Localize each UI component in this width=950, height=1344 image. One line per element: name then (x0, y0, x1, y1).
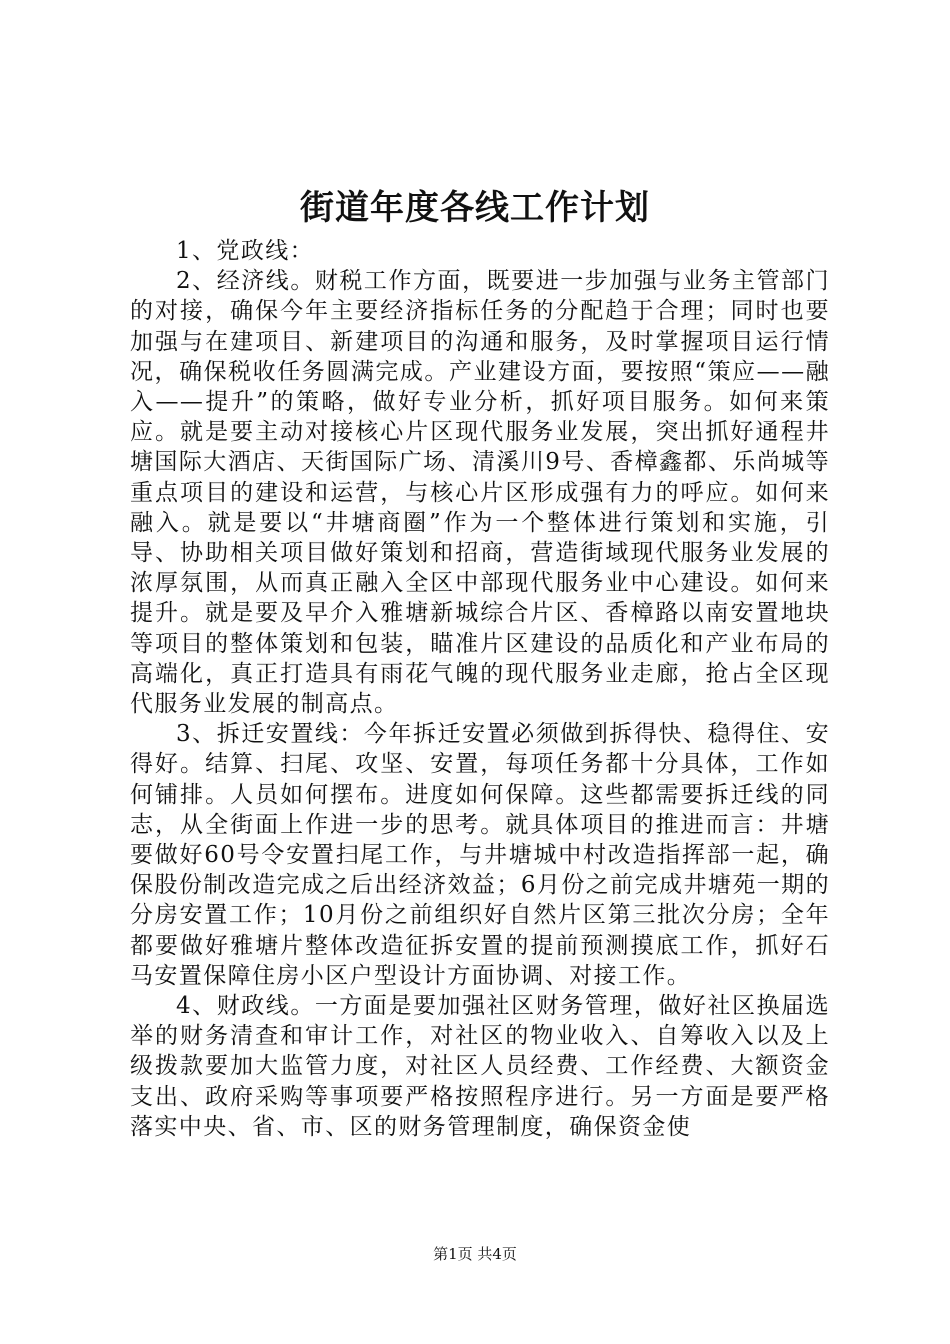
paragraph-economic-line: 2、经济线。财税工作方面，既要进一步加强与业务主管部门的对接，确保今年主要经济指标任务的分配趋于合理；同时也要加强与在建项目、新建项目的沟通和服务，及时掌握项目运行情况，确保税收任务圆满完成。产业建设方面，要按照“策应——融入——提升”的策略，做好专业分析，抓好项目服务。如何来策应。就是要主动对接核心片区现代服务业发展，突出抓好通程井塘国际大酒店、天街国际广场、清溪川9号、香樟鑫都、乐尚城等重点项目的建设和运营，与核心片区形成强有力的呼应。如何来融入。就是要以“井塘商圈”作为一个整体进行策划和实施，引导、协助相关项目做好策划和招商，营造街域现代服务业发展的浓厚氛围，从而真正融入全区中部现代服务业中心建设。如何来提升。就是要及早介入雅塘新城综合片区、香樟路以南安置地块等项目的整体策划和包装，瞄准片区建设的品质化和产业布局的高端化，真正打造具有雨花气魄的现代服务业走廊，抢占全区现代服务业发展的制高点。 (130, 268, 830, 718)
paragraph-finance-line: 4、财政线。一方面是要加强社区财务管理，做好社区换届选举的财务清查和审计工作，对社区的物业收入、自筹收入以及上级拨款要加大监管力度，对社区人员经费、工作经费、大额资金支出、政府采购等事项要严格按照程序进行。另一方面是要严格落实中央、省、市、区的财务管理制度，确保资金使 (130, 993, 830, 1140)
paragraph-demolition-line: 3、拆迁安置线：今年拆迁安置必须做到拆得快、稳得住、安得好。结算、扫尾、攻坚、安置，每项任务都十分具体，工作如何铺排。人员如何摆布。进度如何保障。这些都需要拆迁线的同志，从全街面上作进一步的思考。就具体项目的推进而言：井塘要做好60号令安置扫尾工作，与井塘城中村改造指挥部一起，确保股份制改造完成之后出经济效益；6月份之前完成井塘苑一期的分房安置工作；10月份之前组织好自然片区第三批次分房；全年都要做好雅塘片整体改造征拆安置的提前预测摸底工作，抓好石马安置保障住房小区户型设计方面协调、对接工作。 (130, 721, 830, 989)
paragraph-party-line: 1、党政线： (176, 238, 315, 264)
document-title: 街道年度各线工作计划 (300, 188, 650, 228)
document-body (130, 236, 830, 1196)
page-footer: 第1页 共4页 (433, 1245, 517, 1263)
